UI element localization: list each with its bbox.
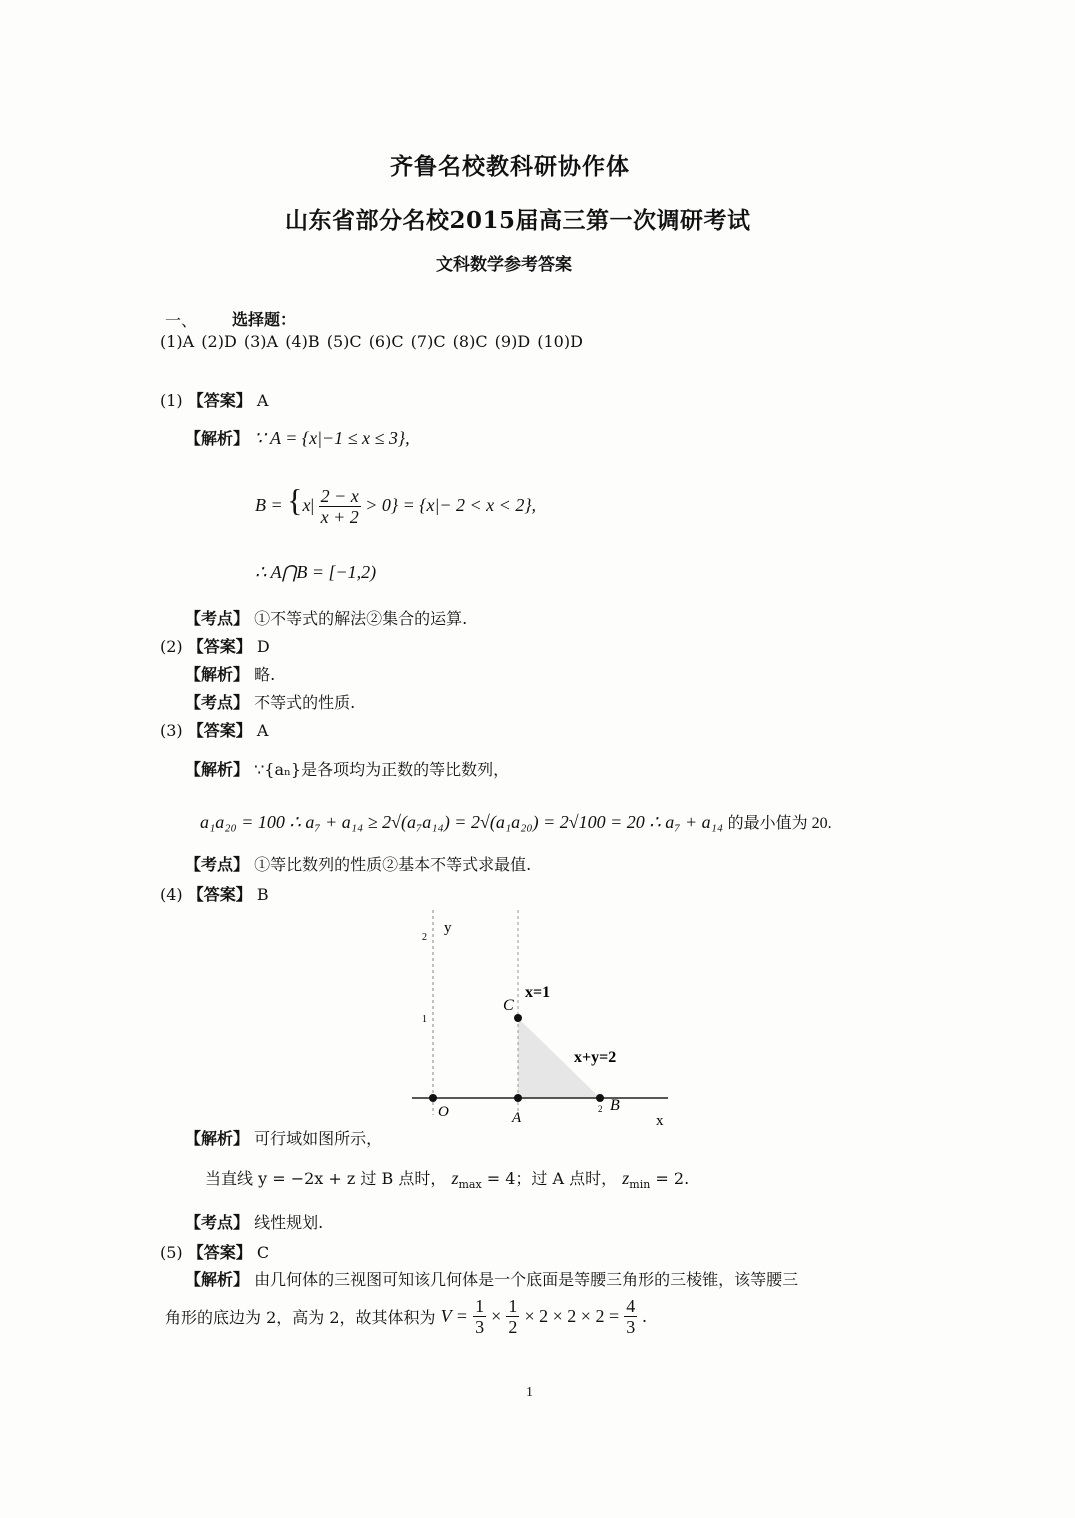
tick-x2: 2: [598, 1104, 603, 1114]
q3-answer: A: [256, 721, 269, 740]
q1-answer-label: 【答案】: [187, 391, 252, 410]
q5-frac3-den: 3: [626, 1317, 636, 1337]
q5-line2-text: 角形的底边为 2，高为 2，故其体积为: [165, 1308, 436, 1327]
q4-analysis-label: 【解析】: [185, 1129, 250, 1148]
q1-set-b: B = {x| $\frac{2 - x}{x + 2}$ > 0} = {x|− 2 < x < 2},: [255, 482, 537, 528]
q1-b-denominator: x + 2: [320, 507, 359, 528]
q3-point: [185, 852, 531, 875]
q3-analysis-label: 【解析】: [185, 760, 250, 779]
q5-frac-2: [506, 1296, 519, 1337]
q4-zmin: z: [622, 1168, 630, 1188]
q3-block-header: [160, 718, 268, 741]
q1-point-text: ①不等式的解法②集合的运算.: [254, 609, 468, 628]
q4-number: (4): [160, 885, 183, 904]
q5-v: V =: [440, 1306, 468, 1326]
label-c: C: [503, 997, 514, 1014]
q5-frac2-num: 1: [508, 1296, 518, 1316]
q2-point: [185, 690, 355, 713]
q4-zmin-sub: min: [629, 1178, 651, 1192]
q5-volume-line: 角形的底边为 2，高为 2，故其体积为 V = $\frac{1}{3}$ × $\frac{1}{2}$ × 2 × 2 × 2 = $\frac{4}{3}$ .: [165, 1296, 647, 1337]
q3-number: (3): [160, 721, 183, 740]
label-o: O: [438, 1104, 449, 1120]
q2-analysis: [185, 662, 275, 685]
q3-formula: [200, 810, 832, 833]
q1-set-a: ∵ A = {x|−1 ≤ x ≤ 3},: [254, 428, 410, 448]
label-line-x1: x=1: [525, 984, 551, 1001]
q1-b-lhs: B =: [255, 495, 283, 515]
q1-analysis-label: 【解析】: [185, 429, 250, 448]
document-title: 齐鲁名校教科研协作体: [390, 153, 630, 180]
q3-analysis: [185, 757, 509, 780]
q4-zmax-val: = 4；过 A 点时，: [486, 1169, 618, 1188]
q5-analysis-text: 由几何体的三视图可知该几何体是一个底面是等腰三角形的三棱锥，该等腰三: [254, 1270, 799, 1289]
q5-frac2-den: 2: [508, 1317, 518, 1337]
q4-point-text: 线性规划.: [254, 1213, 324, 1232]
q4-answer-label: 【答案】: [187, 885, 252, 904]
q1-number: (1): [160, 391, 183, 410]
q1-point-label: 【考点】: [185, 609, 250, 628]
q4-zmax: z: [451, 1168, 459, 1188]
q1-answer: A: [256, 391, 269, 410]
q3-point-text: ①等比数列的性质②基本不等式求最值.: [254, 855, 532, 874]
q5-frac3-num: 4: [626, 1296, 636, 1316]
q4-analysis: [185, 1126, 382, 1149]
q4-line2-text: 当直线 y = −2x + z 过 B 点时，: [205, 1169, 447, 1188]
q4-point-label: 【考点】: [185, 1213, 250, 1232]
q5-frac-1: [473, 1296, 486, 1337]
q5-number: (5): [160, 1243, 183, 1262]
point-b: [596, 1094, 604, 1102]
q5-analysis: [185, 1267, 798, 1290]
q1-block-header: [160, 388, 268, 411]
y-axis-label: y: [444, 920, 452, 936]
q1-b-rhs: > 0} = {x|− 2 < x < 2},: [365, 495, 537, 515]
q2-number: (2): [160, 637, 183, 656]
q2-answer: D: [256, 637, 270, 656]
q3-formula-tail: 的最小值为 20.: [727, 815, 832, 832]
q4-block-header: [160, 882, 269, 905]
q4-zmin-val: = 2.: [655, 1169, 690, 1188]
q1-b-numerator: 2 − x: [320, 486, 359, 507]
q5-frac1-den: 3: [475, 1317, 485, 1337]
page-number: 1: [526, 1385, 533, 1400]
point-o: [429, 1094, 437, 1102]
answer-subtitle: 文科数学参考答案: [436, 255, 572, 275]
label-a: A: [512, 1110, 522, 1126]
q4-zmax-sub: max: [458, 1178, 482, 1192]
q1-intersection: ∴ A⋂B = [−1,2): [255, 562, 377, 582]
q5-answer-label: 【答案】: [187, 1243, 252, 1262]
q2-answer-label: 【答案】: [187, 637, 252, 656]
q2-point-text: 不等式的性质.: [254, 693, 356, 712]
q5-analysis-label: 【解析】: [185, 1270, 250, 1289]
tick-y2: 2: [422, 932, 427, 943]
q5-answer: C: [256, 1243, 270, 1262]
q5-frac-3: [624, 1296, 637, 1337]
point-a: [514, 1094, 522, 1102]
q5-frac1-num: 1: [475, 1296, 485, 1316]
q1-analysis: [185, 426, 410, 449]
point-c: [514, 1014, 522, 1022]
label-b: B: [610, 1097, 620, 1114]
q3-point-label: 【考点】: [185, 855, 250, 874]
answer-key-list: (1)A (2)D (3)A (4)B (5)C (6)C (7)C (8)C (9)D (10)D: [160, 332, 583, 351]
q1-b-fraction: [319, 486, 361, 527]
q4-line2: [205, 1166, 689, 1191]
q4-point: [185, 1210, 323, 1233]
q2-analysis-text: 略.: [254, 665, 276, 684]
q2-block-header: [160, 634, 270, 657]
q2-analysis-label: 【解析】: [185, 665, 250, 684]
section-heading: 选择题：: [232, 310, 297, 329]
q3-answer-label: 【答案】: [187, 721, 252, 740]
q5-mid: × 2 × 2 × 2 =: [524, 1306, 620, 1326]
section-number: 一、: [165, 311, 198, 330]
q3-analysis-text: ∵{aₙ}是各项均为正数的等比数列，: [254, 760, 510, 779]
q3-formula-main: a₁a₂₀ = 100 ∴ a₇ + a₁₄ ≥ 2√(a₇a₁₄) = 2√(a₁a₂₀) = 2√100 = 20 ∴ a₇ + a₁₄: [200, 812, 724, 832]
q4-answer: B: [256, 885, 269, 904]
label-line-xy2: x+y=2: [574, 1049, 617, 1066]
q5-block-header: [160, 1240, 269, 1263]
q1-point: [185, 606, 467, 629]
tick-y1: 1: [422, 1014, 427, 1025]
feasible-region-graph: [400, 900, 690, 1140]
q2-point-label: 【考点】: [185, 693, 250, 712]
q4-analysis-text: 可行域如图所示，: [254, 1129, 383, 1148]
exam-title: 山东省部分名校2015届高三第一次调研考试: [285, 207, 751, 234]
x-axis-label: x: [656, 1113, 664, 1129]
